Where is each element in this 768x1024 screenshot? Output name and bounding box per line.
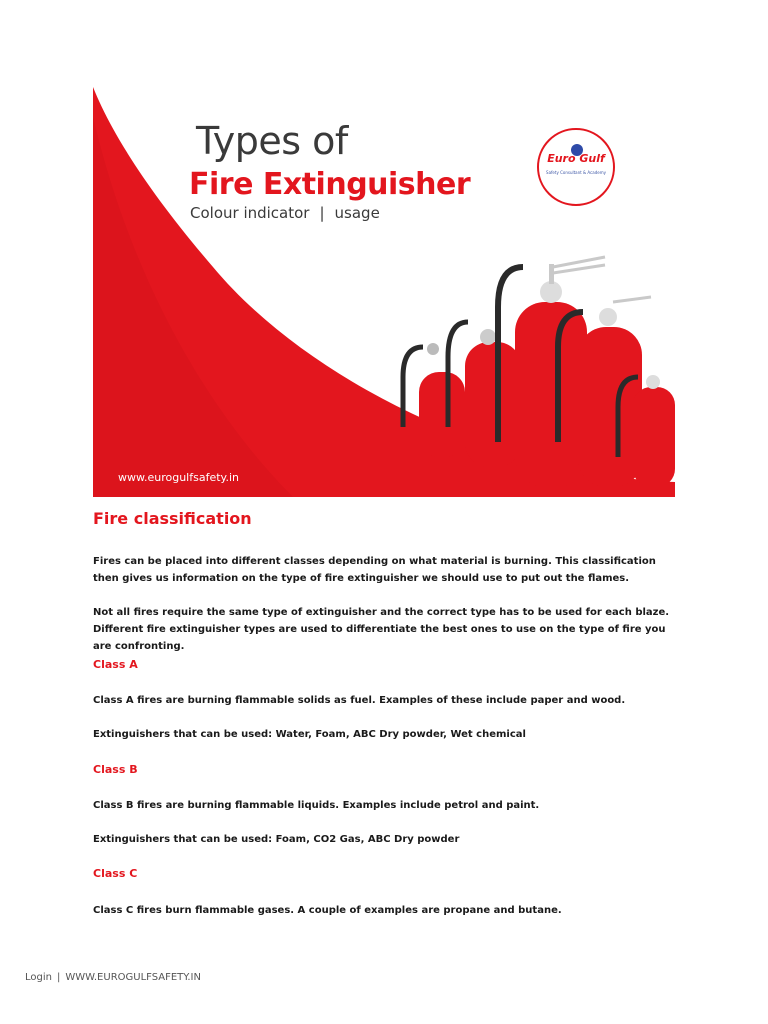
logo-name: Euro Gulf [547, 152, 605, 165]
class-a-heading: Class A [93, 658, 138, 671]
tagline-separator: | [319, 204, 325, 222]
footer [25, 972, 201, 983]
logo-tagline: Safety Consultant & Academy [546, 170, 606, 175]
hero-title: Types of [196, 119, 348, 163]
paragraph-types: Not all fires require the same type of extinguisher and the correct type has to be used for each blaze. Different fire extinguisher types are used to differentiate the best ones to use on the type of fire you are confronting. [93, 607, 670, 652]
class-b-description: Class B fires are burning flammable liquids. Examples include petrol and paint. [93, 800, 540, 811]
class-c-description: Class C fires burn flammable gases. A couple of examples are propane and butane. [93, 905, 562, 916]
login-link[interactable]: Login [25, 972, 52, 983]
tagline-right: usage [334, 204, 380, 222]
class-a-description: Class A fires are burning flammable solids as fuel. Examples of these include paper and wood. [93, 695, 626, 706]
hero-banner [93, 87, 675, 497]
paragraph-intro: Fires can be placed into different classes depending on what material is burning. This classification then gives us information on the type of fire extinguisher we should use to put out the flames. [93, 556, 656, 584]
class-a-extinguishers: Extinguishers that can be used: Water, Foam, ABC Dry powder, Wet chemical [93, 729, 526, 740]
class-b-heading: Class B [93, 763, 138, 776]
hero-subtitle: Fire Extinguisher [189, 167, 471, 202]
class-c-heading: Class C [93, 867, 138, 880]
hero-url: www.eurogulfsafety.in [118, 471, 239, 484]
eurogulf-logo [537, 128, 615, 206]
section-heading: Fire classification [93, 509, 252, 528]
extinguishers-illustration [403, 257, 675, 487]
hero-tagline [190, 204, 380, 222]
class-b-extinguishers: Extinguishers that can be used: Foam, CO2 Gas, ABC Dry powder [93, 834, 460, 845]
site-link[interactable]: WWW.EUROGULFSAFETY.IN [65, 972, 201, 983]
tagline-left: Colour indicator [190, 204, 310, 222]
footer-separator: | [56, 972, 61, 983]
